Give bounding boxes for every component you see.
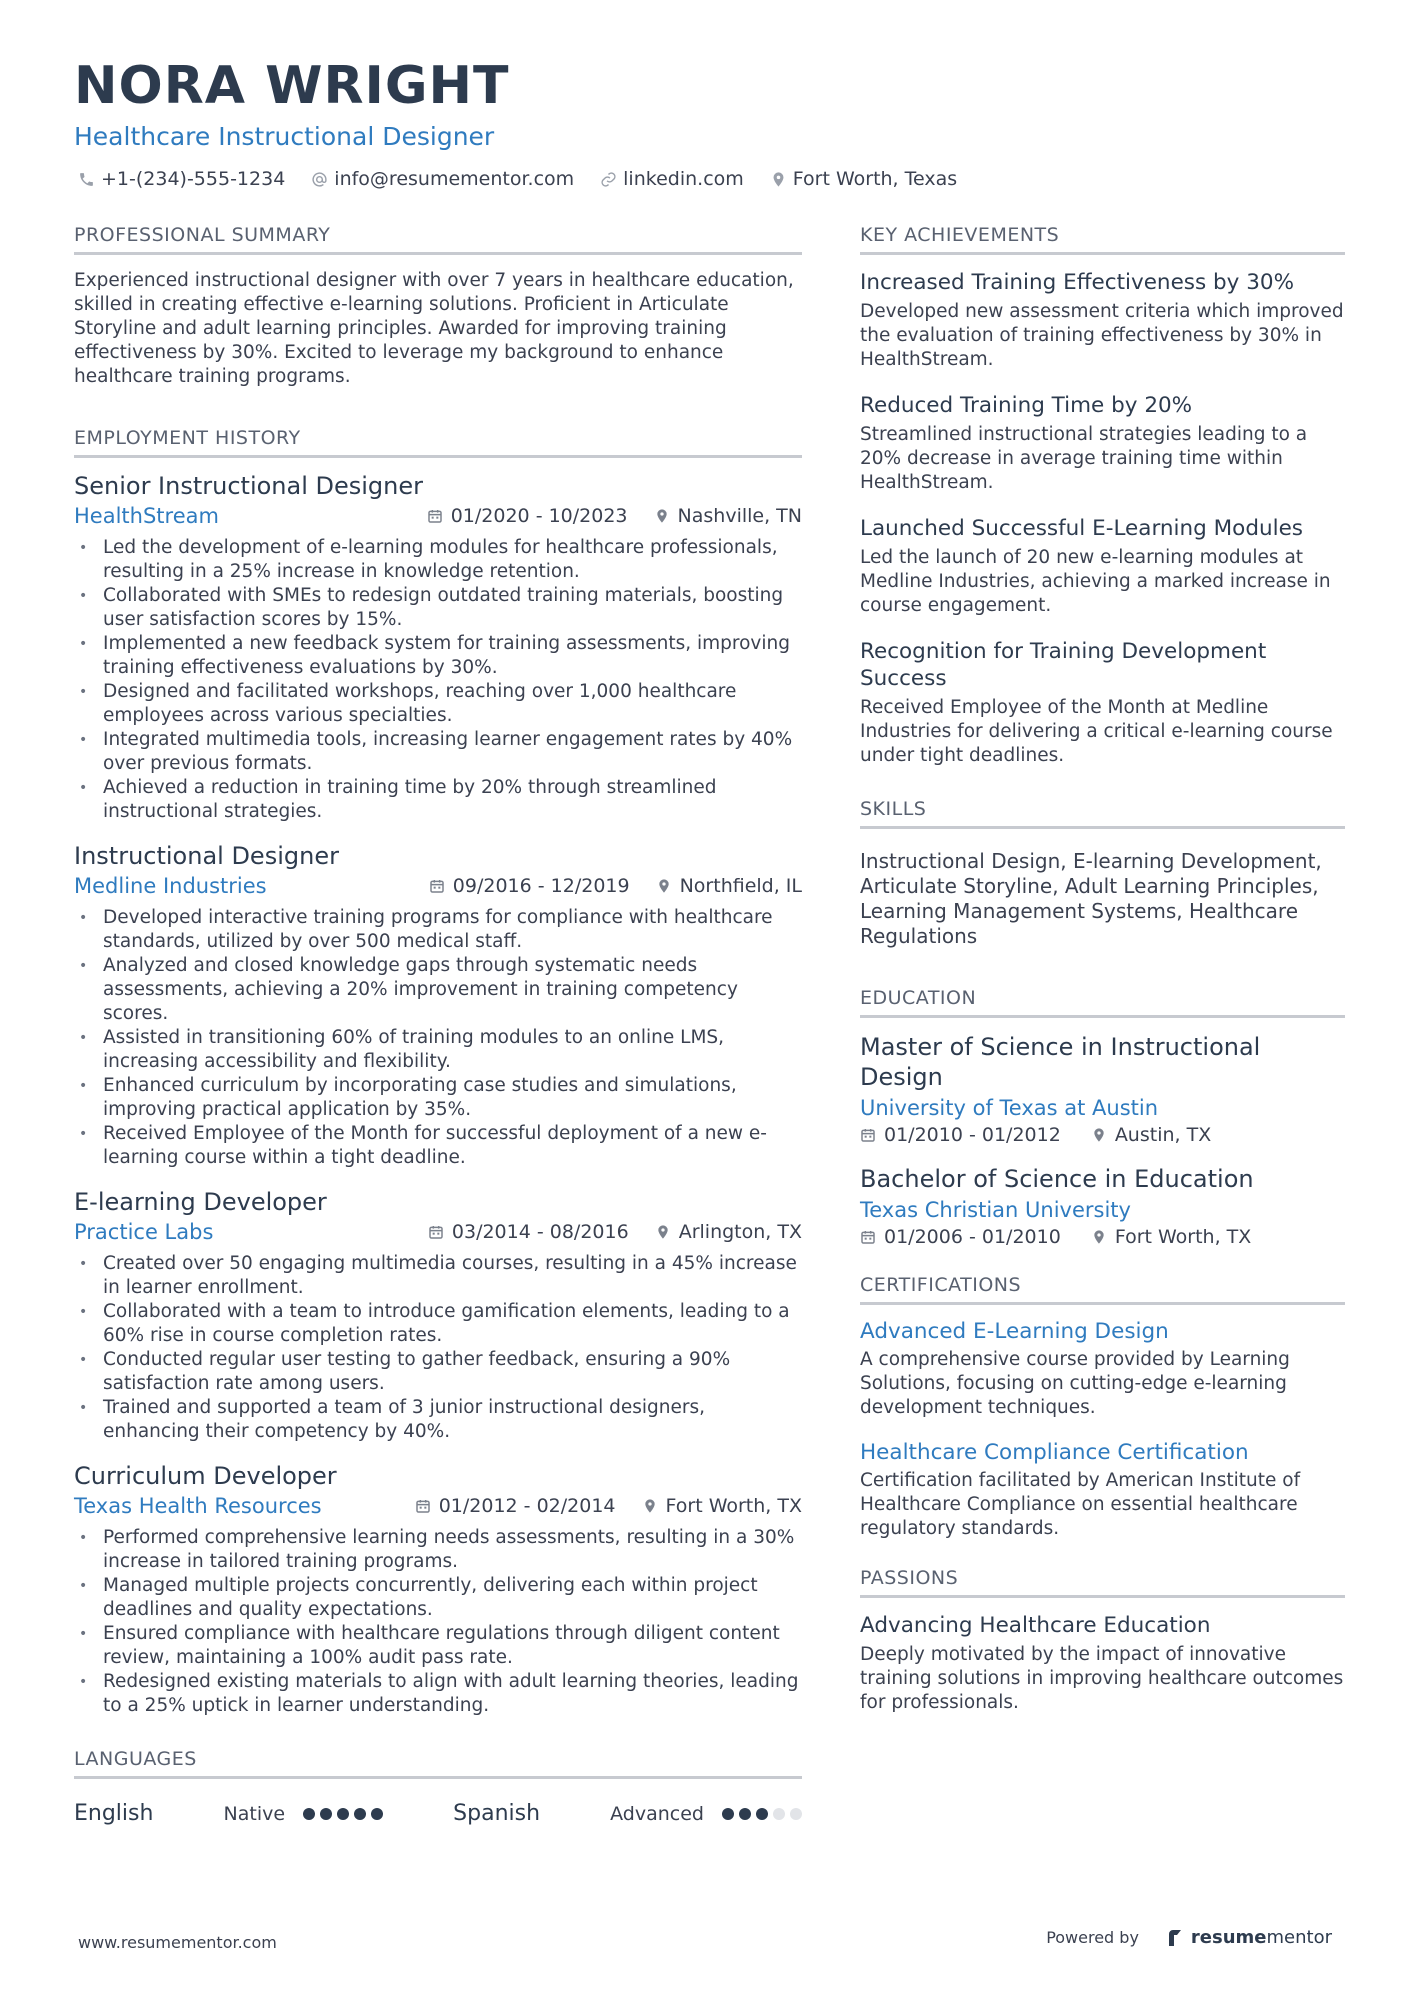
job-meta	[74, 874, 802, 898]
right-column	[860, 224, 1345, 1735]
contact-email[interactable]	[311, 168, 574, 190]
education-dates-text: 01/2006 - 01/2010	[884, 1226, 1061, 1248]
job-bullet: • Implemented a new feedback system for training assessments, improving training effectiveness evaluations by 30%.	[74, 632, 802, 680]
job-entry	[74, 842, 802, 1170]
job-bullets	[74, 536, 802, 824]
achievement-item	[860, 269, 1345, 372]
job-bullet: • Achieved a reduction in training time by 20% through streamlined instructional strategies.	[74, 776, 802, 824]
phone-icon	[78, 171, 95, 188]
job-bullet: • Designed and facilitated workshops, reaching over 1,000 healthcare employees across various specialties.	[74, 680, 802, 728]
job-bullet: • Collaborated with a team to introduce gamification elements, leading to a 60% rise in course completion rates.	[74, 1300, 802, 1348]
job-meta-right	[428, 1221, 802, 1243]
job-dates	[429, 875, 630, 897]
language-level-group	[610, 1803, 802, 1825]
job-meta-right	[429, 875, 802, 897]
achievements-heading: KEY ACHIEVEMENTS	[860, 224, 1345, 255]
contact-bar	[78, 168, 957, 190]
certification-item	[860, 1319, 1345, 1420]
skills-heading: SKILLS	[860, 798, 1345, 829]
brand-logo[interactable]	[1167, 1927, 1332, 1948]
job-bullets	[74, 906, 802, 1170]
map-pin-icon	[642, 1497, 658, 1515]
education-school: Texas Christian University	[860, 1198, 1131, 1222]
education-location-text: Fort Worth, TX	[1114, 1226, 1252, 1248]
certification-item	[860, 1440, 1345, 1541]
rating-dot	[354, 1808, 366, 1820]
job-meta-right	[415, 1495, 802, 1517]
job-list	[74, 472, 802, 1718]
contact-location	[770, 168, 957, 190]
achievement-text: Developed new assessment criteria which improved the evaluation of training effectiveness by 30% in HealthStream.	[860, 301, 1344, 370]
education-dates	[860, 1226, 1061, 1248]
company-name: HealthStream	[74, 504, 219, 528]
language-level: Advanced	[610, 1802, 704, 1825]
job-dates-text: 01/2012 - 02/2014	[438, 1495, 616, 1517]
phone-text: +1-(234)-555-1234	[101, 168, 286, 190]
job-dates-text: 09/2016 - 12/2019	[452, 875, 630, 897]
brand-mark-icon	[1167, 1928, 1185, 1948]
map-pin-icon	[770, 171, 787, 188]
achievements-section	[860, 224, 1345, 768]
achievement-item	[860, 638, 1345, 768]
job-title: Instructional Designer	[74, 842, 339, 870]
company-name: Medline Industries	[74, 874, 267, 898]
achievement-title: Reduced Training Time by 20%	[860, 393, 1193, 418]
education-location-text: Austin, TX	[1114, 1124, 1212, 1146]
job-location-text: Fort Worth, TX	[665, 1495, 802, 1517]
job-entry	[74, 472, 802, 824]
linkedin-text: linkedin.com	[623, 168, 744, 190]
contact-phone[interactable]	[78, 168, 285, 190]
candidate-name: NORA WRIGHT	[74, 56, 510, 116]
certifications-heading: CERTIFICATIONS	[860, 1274, 1345, 1305]
rating-dot	[303, 1808, 315, 1820]
job-bullet: • Led the development of e-learning modules for healthcare professionals, resulting in a 25% increase in knowledge retention.	[74, 536, 802, 584]
achievement-text: Received Employee of the Month at Medline Industries for delivering a critical e-learning course under tight deadlines.	[860, 697, 1333, 766]
calendar-icon	[428, 1224, 444, 1240]
employment-section	[74, 427, 802, 1718]
job-meta	[74, 504, 802, 528]
brand-name	[1191, 1927, 1332, 1948]
rating-dot	[756, 1808, 768, 1820]
job-entry	[74, 1188, 802, 1444]
company-name: Texas Health Resources	[74, 1494, 322, 1518]
achievement-list	[860, 269, 1345, 768]
achievement-title: Increased Training Effectiveness by 30%	[860, 270, 1295, 295]
map-pin-icon	[1091, 1126, 1107, 1144]
job-location-text: Northfield, IL	[679, 875, 802, 897]
passions-heading: PASSIONS	[860, 1567, 1345, 1598]
job-title: Curriculum Developer	[74, 1462, 337, 1490]
achievement-title: Recognition for Training Development Success	[860, 639, 1267, 691]
job-bullet: • Assisted in transitioning 60% of training modules to an online LMS, increasing accessibility and flexibility.	[74, 1026, 802, 1074]
rating-dot	[320, 1808, 332, 1820]
rating-dot	[739, 1808, 751, 1820]
education-meta	[860, 1124, 1345, 1146]
job-location	[654, 505, 802, 527]
achievement-item	[860, 515, 1345, 618]
language-rating	[722, 1808, 802, 1820]
rating-dot	[773, 1808, 785, 1820]
job-entry	[74, 1462, 802, 1718]
company-name: Practice Labs	[74, 1220, 214, 1244]
achievement-text: Streamlined instructional strategies leading to a 20% decrease in average training time within HealthStream.	[860, 424, 1308, 493]
achievement-item	[860, 392, 1345, 495]
job-meta-right	[427, 505, 802, 527]
job-location	[655, 1221, 802, 1243]
certification-title: Healthcare Compliance Certification	[860, 1440, 1249, 1465]
job-bullet: • Performed comprehensive learning needs assessments, resulting in a 30% increase in tailored training programs.	[74, 1526, 802, 1574]
passion-list	[860, 1612, 1345, 1715]
language-rating	[303, 1808, 383, 1820]
job-bullet: • Integrated multimedia tools, increasing learner engagement rates by 40% over previous formats.	[74, 728, 802, 776]
language-level-group	[224, 1803, 384, 1825]
job-bullets	[74, 1252, 802, 1444]
language-level: Native	[223, 1802, 286, 1825]
map-pin-icon	[654, 507, 670, 525]
employment-heading: EMPLOYMENT HISTORY	[74, 427, 802, 458]
map-pin-icon	[655, 1223, 671, 1241]
passion-text: Deeply motivated by the impact of innovative training solutions in improving healthcare outcomes for professionals.	[860, 1644, 1344, 1713]
education-item	[860, 1164, 1345, 1248]
education-meta	[860, 1226, 1345, 1248]
languages-heading: LANGUAGES	[74, 1748, 802, 1779]
calendar-icon	[415, 1498, 431, 1514]
brand-name-rest: mentor	[1266, 1927, 1332, 1948]
job-meta	[74, 1220, 802, 1244]
job-dates-text: 01/2020 - 10/2023	[450, 505, 628, 527]
language-name: English	[74, 1801, 154, 1826]
job-meta	[74, 1494, 802, 1518]
job-dates	[415, 1495, 616, 1517]
passion-item	[860, 1612, 1345, 1715]
job-dates	[427, 505, 628, 527]
certification-text: A comprehensive course provided by Learning Solutions, focusing on cutting-edge e-learning development techniques.	[860, 1349, 1290, 1418]
certification-list	[860, 1319, 1345, 1541]
summary-heading: PROFESSIONAL SUMMARY	[74, 224, 802, 255]
job-bullet: • Collaborated with SMEs to redesign outdated training materials, boosting user satisfaction scores by 15%.	[74, 584, 802, 632]
achievement-text: Led the launch of 20 new e-learning modules at Medline Industries, achieving a marked increase in course engagement.	[860, 547, 1331, 616]
passions-section	[860, 1567, 1345, 1715]
education-location	[1091, 1124, 1211, 1146]
candidate-title: Healthcare Instructional Designer	[74, 122, 495, 151]
at-icon	[311, 171, 328, 188]
calendar-icon	[427, 508, 443, 524]
job-bullets	[74, 1526, 802, 1718]
location-text: Fort Worth, Texas	[792, 168, 958, 190]
education-item	[860, 1032, 1345, 1146]
powered-by-label: Powered by	[1046, 1928, 1139, 1947]
job-location-text: Nashville, TN	[677, 505, 802, 527]
language-name: Spanish	[453, 1801, 541, 1826]
job-location-text: Arlington, TX	[678, 1221, 802, 1243]
job-bullet: • Enhanced curriculum by incorporating case studies and simulations, improving practical application by 35%.	[74, 1074, 802, 1122]
education-dates	[860, 1124, 1061, 1146]
job-bullet: • Conducted regular user testing to gather feedback, ensuring a 90% satisfaction rate among users.	[74, 1348, 802, 1396]
calendar-icon	[860, 1229, 876, 1245]
job-bullet: • Redesigned existing materials to align with adult learning theories, leading to a 25% uptick in learner understanding.	[74, 1670, 802, 1718]
certification-text: Certification facilitated by American Institute of Healthcare Compliance on essential healthcare regulatory standards.	[860, 1470, 1301, 1539]
education-degree: Bachelor of Science in Education	[860, 1165, 1254, 1193]
education-heading: EDUCATION	[860, 987, 1345, 1018]
job-location	[656, 875, 802, 897]
job-bullet: • Created over 50 engaging multimedia courses, resulting in a 45% increase in learner enrollment.	[74, 1252, 802, 1300]
job-bullet: • Received Employee of the Month for successful deployment of a new e-learning course within a tight deadline.	[74, 1122, 802, 1170]
education-list	[860, 1032, 1345, 1248]
job-bullet: • Managed multiple projects concurrently, delivering each within project deadlines and quality expectations.	[74, 1574, 802, 1622]
education-location	[1091, 1226, 1251, 1248]
rating-dot	[371, 1808, 383, 1820]
job-title: E-learning Developer	[74, 1188, 327, 1216]
map-pin-icon	[656, 877, 672, 895]
summary-section	[74, 224, 802, 389]
job-bullet: • Trained and supported a team of 3 junior instructional designers, enhancing their competency by 40%.	[74, 1396, 802, 1444]
left-column	[74, 224, 802, 1826]
rating-dot	[337, 1808, 349, 1820]
education-section	[860, 987, 1345, 1248]
calendar-icon	[860, 1127, 876, 1143]
rating-dot	[790, 1808, 802, 1820]
summary-text: Experienced instructional designer with over 7 years in healthcare education, skilled in creating effective e-learning solutions. Proficient in Articulate Storyline and adult learning principles. Awarded for improving training effectiveness by 30%. Excited to leverage my background to enhance healthcare training programs.	[74, 270, 794, 387]
skills-text: Instructional Design, E-learning Development, Articulate Storyline, Adult Learning Principles, Learning Management Systems, Healthcare Regulations	[860, 849, 1322, 948]
job-bullet: • Developed interactive training programs for compliance with healthcare standards, utilized by over 500 medical staff.	[74, 906, 802, 954]
contact-linkedin[interactable]	[600, 168, 744, 190]
skills-section	[860, 798, 1345, 949]
job-title: Senior Instructional Designer	[74, 472, 424, 500]
job-dates	[428, 1221, 629, 1243]
brand-name-bold: resume	[1190, 1927, 1267, 1948]
job-bullet: • Analyzed and closed knowledge gaps through systematic needs assessments, achieving a 20% improvement in training competency scores.	[74, 954, 802, 1026]
footer-website[interactable]: www.resumementor.com	[78, 1933, 277, 1952]
languages-section	[74, 1748, 802, 1826]
calendar-icon	[429, 878, 445, 894]
education-school: University of Texas at Austin	[860, 1096, 1159, 1120]
education-dates-text: 01/2010 - 01/2012	[884, 1124, 1061, 1146]
certification-title: Advanced E-Learning Design	[860, 1319, 1169, 1344]
certifications-section	[860, 1274, 1345, 1541]
education-degree: Master of Science in Instructional Design	[860, 1033, 1261, 1091]
link-icon	[600, 171, 617, 188]
map-pin-icon	[1091, 1228, 1107, 1246]
job-bullet: • Ensured compliance with healthcare regulations through diligent content review, maintaining a 100% audit pass rate.	[74, 1622, 802, 1670]
rating-dot	[722, 1808, 734, 1820]
passion-title: Advancing Healthcare Education	[860, 1613, 1211, 1638]
achievement-title: Launched Successful E-Learning Modules	[860, 516, 1304, 541]
language-list	[74, 1801, 802, 1826]
job-location	[642, 1495, 802, 1517]
job-dates-text: 03/2014 - 08/2016	[451, 1221, 629, 1243]
email-text: info@resumementor.com	[334, 168, 575, 190]
footer-branding	[1046, 1927, 1332, 1948]
